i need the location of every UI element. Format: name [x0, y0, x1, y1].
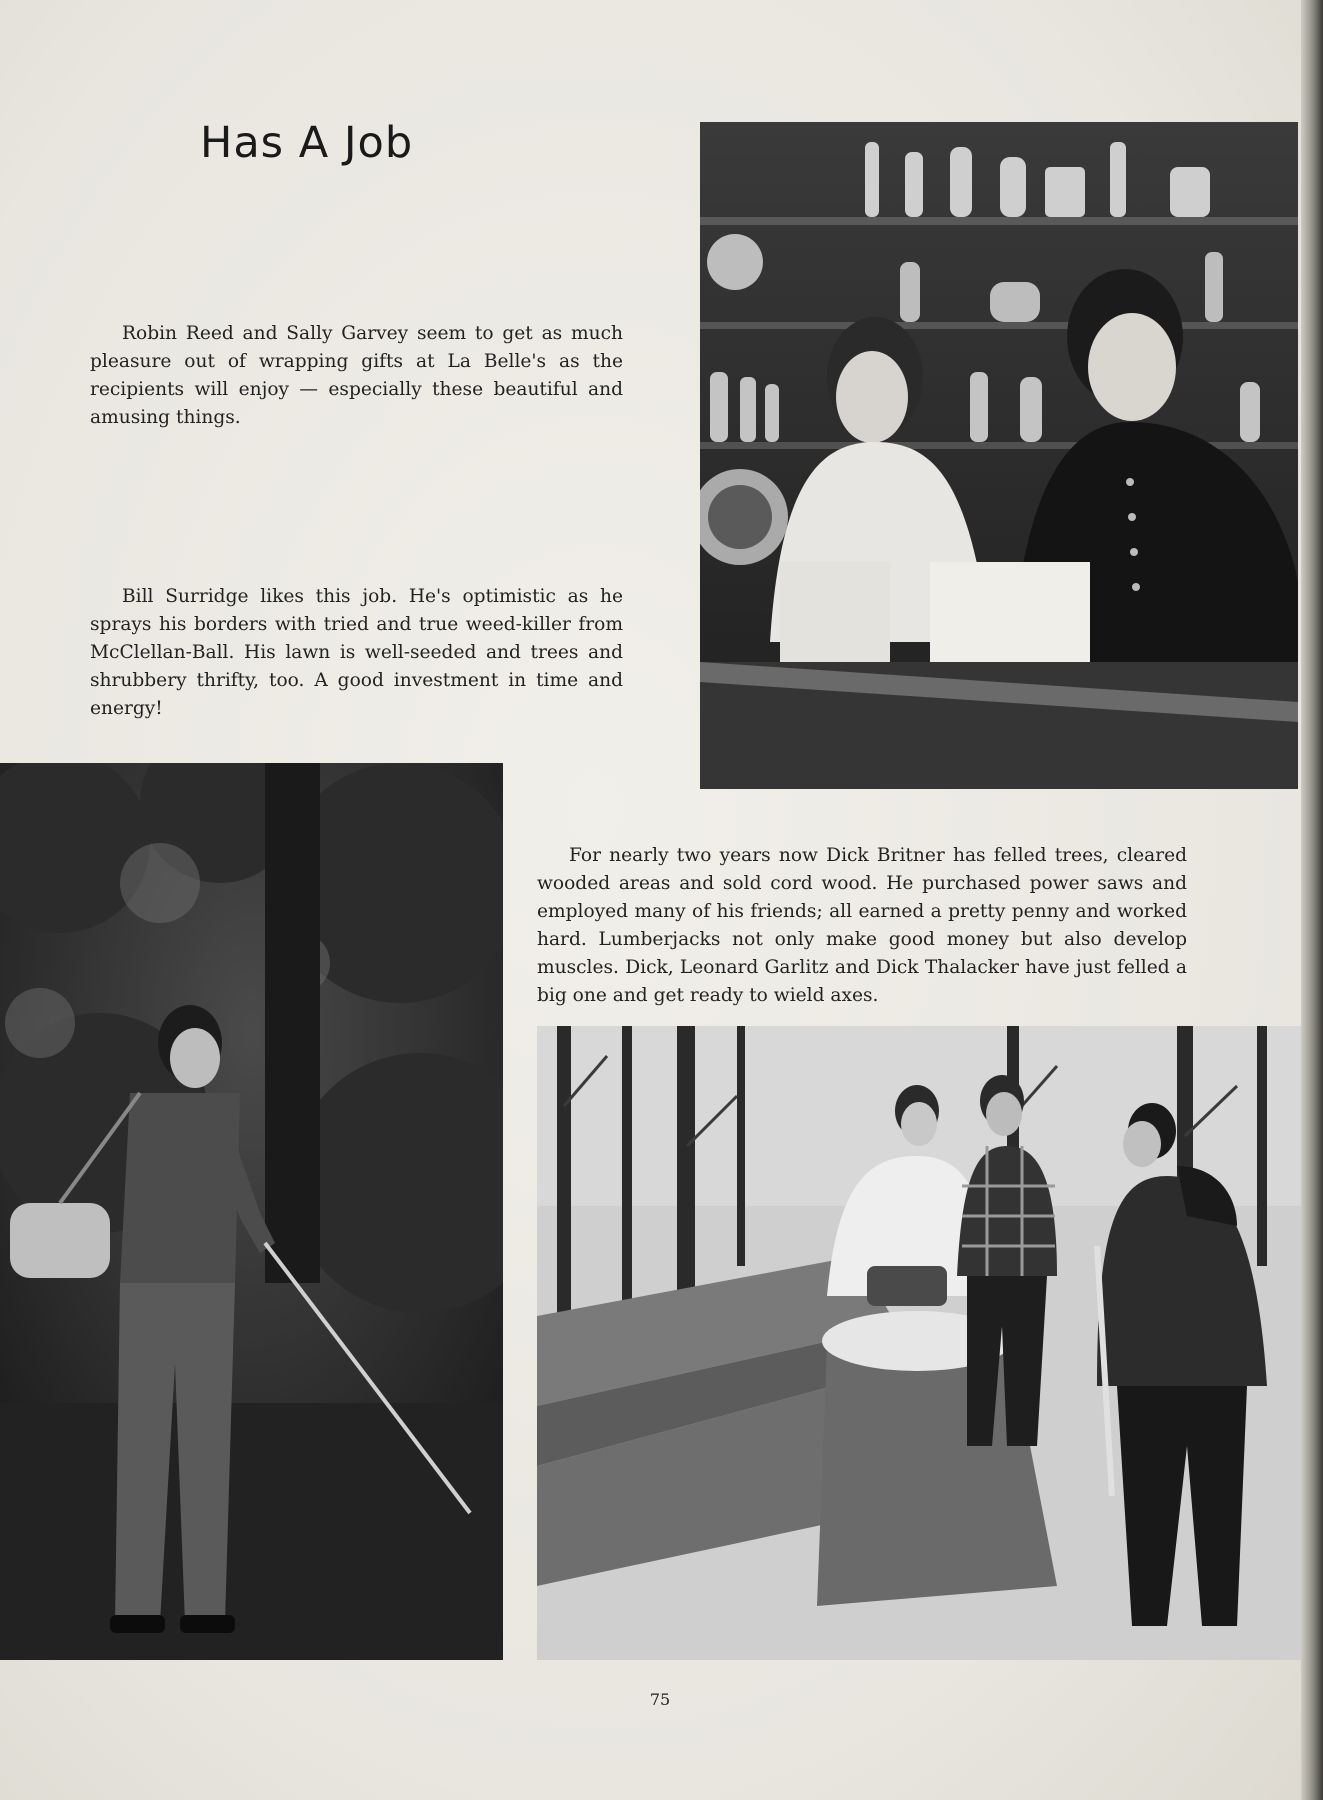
caption-weed-spraying: Bill Surridge likes this job. He's optimistic as he sprays his borders with tried and true weed-killer from McClellan-Ball. His lawn is well-seeded and trees and shrubbery thrifty, too. A good investment in time and energy! — [90, 586, 623, 719]
caption-gift-wrapping: Robin Reed and Sally Garvey seem to get as much pleasure out of wrapping gifts at La Belle's as the recipients will enjoy — especially these beautiful and amusing things. — [90, 323, 623, 428]
photo-gift-wrapping — [700, 122, 1298, 789]
book-gutter — [1301, 0, 1323, 1800]
photo-lumberjacks — [537, 1026, 1307, 1660]
caption-lumberjacks: For nearly two years now Dick Britner has felled trees, cleared wooded areas and sold cord wood. He purchased power saws and employed many of his friends; all earned a pretty penny and worked hard. Lumberjacks not only make good money but also develop muscles. Dick, Leonard Garlitz and Dick Thalacker have just felled a big one and get ready to wield axes. — [537, 845, 1187, 1006]
page-number: 75 — [649, 1690, 671, 1709]
page-title: Has A Job — [200, 118, 414, 168]
photo-weed-spraying — [0, 763, 503, 1660]
